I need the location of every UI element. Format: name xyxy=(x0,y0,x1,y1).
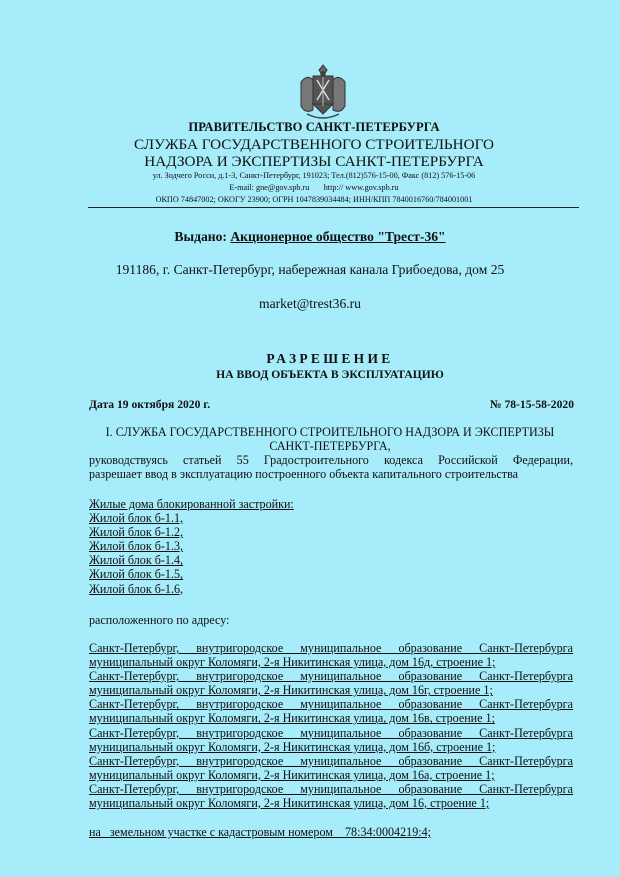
objects-list xyxy=(89,497,294,596)
service-address: ул. Зодчего Росси, д.1-3, Санкт-Петербург, 191023; Тел.(812)576-15-00, Факс (812) 576-15-06 xyxy=(152,171,476,180)
address-line1: Санкт-Петербург, внутригородское муниципальное образование Санкт-Петербурга xyxy=(89,725,573,740)
address-item xyxy=(89,697,573,725)
address-line2: муниципальный округ Коломяги, 2-я Никитинская улица, дом 16г, строение 1; xyxy=(89,683,493,698)
list-item: Жилой блок б-1.2, xyxy=(89,525,184,540)
organization-address: 191186, г. Санкт-Петербург, набережная канала Грибоедова, дом 25 xyxy=(115,262,505,277)
list-item: Жилой блок б-1.4, xyxy=(89,553,184,568)
addresses-list xyxy=(89,641,573,810)
address-line1: Санкт-Петербург, внутригородское муниципальное образование Санкт-Петербурга xyxy=(89,669,573,684)
section-title-line1: I. СЛУЖБА ГОСУДАРСТВЕННОГО СТРОИТЕЛЬНОГО НАДЗОРА И ЭКСПЕРТИЗЫ xyxy=(105,425,555,439)
list-item: Жилой блок б-1.1, xyxy=(89,511,184,526)
address-line1: Санкт-Петербург, внутригородское муниципальное образование Санкт-Петербурга xyxy=(89,781,573,796)
section-text-line1: руководствуясь статьей 55 Градостроительного кодекса Российской Федерации, xyxy=(89,453,573,467)
address-line2: муниципальный округ Коломяги, 2-я Никитинская улица, дом 16, строение 1; xyxy=(89,796,490,811)
location-label: расположенного по адресу: xyxy=(89,613,230,627)
document-subtitle: НА ВВОД ОБЪЕКТА В ЭКСПЛУАТАЦИЮ xyxy=(216,368,444,381)
service-name-line1: СЛУЖБА ГОСУДАРСТВЕННОГО СТРОИТЕЛЬНОГО xyxy=(134,136,494,153)
address-item xyxy=(89,641,573,669)
document-date: Дата 19 октября 2020 г. xyxy=(89,398,211,411)
list-item: Жилой блок б-1.3, xyxy=(89,539,184,554)
government-title: ПРАВИТЕЛЬСТВО САНКТ-ПЕТЕРБУРГА xyxy=(188,120,440,134)
document-number: № 78-15-58-2020 xyxy=(489,398,574,411)
address-line2: муниципальный округ Коломяги, 2-я Никитинская улица, дом 16д, строение 1; xyxy=(89,655,496,670)
address-line1: Санкт-Петербург, внутригородское муниципальное образование Санкт-Петербурга xyxy=(89,753,573,768)
address-line1: Санкт-Петербург, внутригородское муниципальное образование Санкт-Петербурга xyxy=(89,697,573,712)
address-line1: Санкт-Петербург, внутригородское муниципальное образование Санкт-Петербурга xyxy=(89,641,573,655)
service-contacts: E-mail: gne@gov.spb.ru http:// www.gov.spb.ru xyxy=(229,183,399,192)
organization-email: market@trest36.ru xyxy=(259,296,361,311)
address-item xyxy=(89,726,573,754)
address-item xyxy=(89,782,573,810)
list-item: Жилой блок б-1.5, xyxy=(89,567,184,582)
coat-of-arms-icon xyxy=(297,62,349,122)
address-line2: муниципальный округ Коломяги, 2-я Никитинская улица, дом 16б, строение 1; xyxy=(89,739,496,754)
issued-organization: Акционерное общество "Трест-36" xyxy=(230,229,446,244)
document-title: РАЗРЕШЕНИЕ xyxy=(266,351,394,366)
cadastral-number: на земельном участке с кадастровым номером 78:34:0004219:4; xyxy=(89,825,432,839)
list-item: Жилые дома блокированной застройки: xyxy=(89,497,294,511)
header-divider xyxy=(88,207,579,208)
issued-to xyxy=(0,229,620,245)
section-text-line2: разрешает ввод в эксплуатацию построенного объекта капитального строительства xyxy=(89,467,518,481)
address-line2: муниципальный округ Коломяги, 2-я Никитинская улица, дом 16а, строение 1; xyxy=(89,767,495,782)
address-line2: муниципальный округ Коломяги, 2-я Никитинская улица, дом 16в, строение 1; xyxy=(89,711,495,726)
list-item: Жилой блок б-1.6, xyxy=(89,581,184,596)
address-item xyxy=(89,669,573,697)
service-codes: ОКПО 74847002; ОКОГУ 23900; ОГРН 1047839034484; ИНН/КПП 7840016760/784001001 xyxy=(155,195,473,204)
service-name-line2: НАДЗОРА И ЭКСПЕРТИЗЫ САНКТ-ПЕТЕРБУРГА xyxy=(144,153,484,170)
issued-label: Выдано: xyxy=(174,229,231,244)
address-item xyxy=(89,754,573,782)
section-title-line2: САНКТ-ПЕТЕРБУРГА, xyxy=(269,439,391,453)
